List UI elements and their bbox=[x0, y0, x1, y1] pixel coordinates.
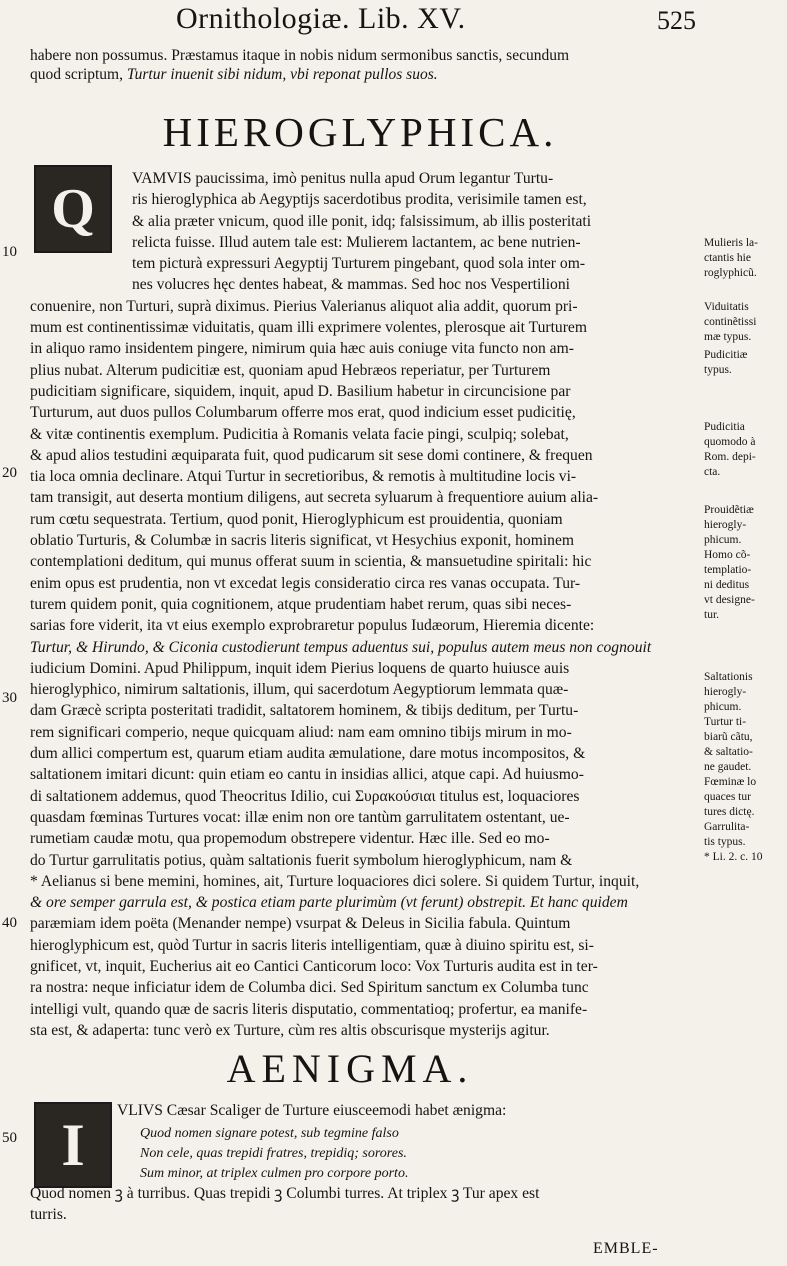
decorated-initial-i: I bbox=[34, 1102, 112, 1188]
text-line: & apud alios testudini æquiparata fuit, quod pudicarum sit sese domi continere, & frequen bbox=[30, 446, 593, 464]
decorated-initial-q: Q bbox=[34, 165, 112, 253]
margin-note-line: templatio- bbox=[704, 564, 752, 576]
margin-note bbox=[704, 236, 784, 281]
line-number: 30 bbox=[2, 690, 17, 706]
margin-note-line: Prouidẽtiæ bbox=[704, 504, 754, 516]
margin-note bbox=[704, 503, 784, 623]
text-line: ra nostra: neque inficiatur idem de Columba dici. Sed Spiritum sanctum ex Columba tunc bbox=[30, 979, 589, 997]
margin-note-line: cta. bbox=[704, 466, 721, 478]
text-line: * Aelianus si bene memini, homines, ait, Turture loquaciores dici solere. Si quidem Turtur, inquit, bbox=[30, 872, 640, 890]
text-line: sarias fore viderit, ita vt eius exemplo exprobraretur populus Iudæorum, Hieremia dicente: bbox=[30, 617, 595, 635]
text-line: quasdam fœminas Turtures vocat: illæ enim non ore tantùm garrulitatem ostentant, ue- bbox=[30, 808, 570, 826]
text-line: nes volucres hęc dentes habeat, & mammas. Sed hoc nos Vespertilioni bbox=[132, 276, 570, 294]
verse-line: Sum minor, at triplex culmen pro corpore porto. bbox=[140, 1166, 409, 1181]
margin-note bbox=[704, 670, 784, 865]
text-line: rem significari comperio, neque quicquam aliud: nam eam omnino tibijs mirum in mo- bbox=[30, 723, 572, 741]
margin-note-line: Mulieris la- bbox=[704, 237, 758, 249]
text-line: iudicium Domini. Apud Philippum, inquit idem Pierius loquens de quarto huiusce auis bbox=[30, 659, 570, 677]
intro-quote: Turtur inuenit sibi nidum, vbi reponat pullos suos. bbox=[126, 66, 438, 83]
margin-note bbox=[704, 420, 784, 480]
text-line: Turturum, aut duos pullos Columbarum offerre mos erat, quod indicium esset pudicitię, bbox=[30, 404, 576, 422]
margin-note-line: Rom. depi- bbox=[704, 451, 756, 463]
text-line: rumetiam caudæ motu, qua propemodum obstrepere videntur. Hæc ille. Sed eo mo- bbox=[30, 830, 550, 848]
margin-note-line: ne gaudet. bbox=[704, 761, 752, 773]
page-number: 525 bbox=[657, 6, 696, 35]
text-line: rum cœtu sequestrata. Tertium, quod ponit, Hieroglyphicum est prouidentia, quoniam bbox=[30, 510, 563, 528]
running-head bbox=[0, 2, 787, 40]
text-line: Quod nomen ꝫ à turribus. Quas trepidi ꝫ Columbi turres. At triplex ꝫ Tur apex est bbox=[30, 1185, 540, 1202]
text-line: & alia præter vnicum, quod ille ponit, idq; falsissimum, ab illis posteritati bbox=[132, 212, 592, 230]
margin-note-line: tis typus. bbox=[704, 836, 746, 848]
section-heading-aenigma: AENIGMA. bbox=[226, 1046, 474, 1091]
margin-note-line: quaces tur bbox=[704, 791, 751, 803]
text-line: plius nubat. Alterum pudicitiæ est, quoniam apud Hebræos reperiatur, per Turturem bbox=[30, 361, 551, 379]
verse-line: Quod nomen signare potest, sub tegmine falso bbox=[140, 1126, 399, 1141]
text-line: turem quidem ponit, quia cognitionem, atque prudentiam habet rerum, quas sibi neces- bbox=[30, 595, 572, 613]
text-line: intelligi vult, quando quæ de sacris literis disputatio, commentatioq; profertur, ea manife- bbox=[30, 1000, 588, 1018]
text-line: enim opus est prudentia, non vt excedat legis consideratio circa res vanas occupata. Tur- bbox=[30, 574, 581, 592]
section-heading-hieroglyphica: HIEROGLYPHICA. bbox=[162, 109, 558, 155]
margin-note-line: vt designe- bbox=[704, 594, 755, 606]
intro-line-1: habere non possumus. Præstamus itaque in nobis nidum sermonibus sanctis, secundum bbox=[30, 47, 570, 64]
text-line: conuenire, non Turturi, suprà diximus. Pierius Valerianus aliquot alia addit, quorum pri- bbox=[30, 297, 578, 315]
margin-note-line: & saltatio- bbox=[704, 746, 753, 758]
line-number: 20 bbox=[2, 465, 17, 481]
margin-note-line: roglyphicũ. bbox=[704, 267, 757, 279]
margin-note-line: continẽtissi bbox=[704, 316, 757, 328]
running-title: Ornithologiæ. Lib. XV. bbox=[176, 2, 466, 35]
intro-line-2 bbox=[30, 65, 720, 84]
line-number: 40 bbox=[2, 915, 17, 931]
margin-note-line: tures dictę. bbox=[704, 806, 755, 818]
margin-note-line: * Li. 2. c. 10 bbox=[704, 851, 763, 863]
intro-text: quod scriptum, bbox=[30, 66, 123, 83]
text-line: hieroglyphicum est, quòd Turtur in sacris literis intelligentiam, quæ à diuino spiritu est, si- bbox=[30, 936, 594, 954]
margin-note-line: hierogly- bbox=[704, 686, 747, 698]
text-line: mum est continentissimæ viduitatis, quam illi exprimere volentes, plerosque ait Turturem bbox=[30, 319, 587, 337]
catchword: EMBLE- bbox=[593, 1240, 659, 1257]
margin-note-line: Pudicitiæ bbox=[704, 349, 748, 361]
margin-note-line: quomodo à bbox=[704, 436, 756, 448]
text-line: ris hieroglyphica ab Aegyptijs sacerdotibus prodita, verisimile tamen est, bbox=[132, 191, 587, 209]
text-line: gnificet, vt, inquit, Eucherius ait eo Cantici Canticorum loco: Vox Turturis audita est in ter- bbox=[30, 957, 598, 975]
text-line: pudicitiam significare, siquidem, inquit, apud D. Basilium habetur in circuncisione par bbox=[30, 382, 571, 400]
text-line: dum allici compertum est, quarum etiam audita æmulatione, dare motus incompositos, & bbox=[30, 745, 586, 763]
margin-note-line: Saltationis bbox=[704, 671, 753, 683]
text-line: paræmiam idem poëta (Menander nempe) vsurpat & Deleus in Sicilia fabula. Quintum bbox=[30, 915, 571, 933]
text-line: & ore semper garrula est, & postica etiam parte plurimùm (vt ferunt) obstrepit. Et hanc quidem bbox=[30, 894, 628, 912]
margin-note-line: hierogly- bbox=[704, 519, 747, 531]
margin-note bbox=[704, 300, 784, 345]
text-line: di saltationem addemus, quod Theocritus Idilio, cui Συρακούσιαι titulus est, loquaciores bbox=[30, 787, 580, 805]
margin-note-line: typus. bbox=[704, 364, 732, 376]
text-line: tam transigit, aut deserta montium diligens, aut secreta syluarum à frequentiore auium alia- bbox=[30, 489, 599, 507]
text-line: in aliquo ramo insidentem pingere, nimirum quia hæc auis coniuge vita functo non am- bbox=[30, 340, 574, 358]
text-line: relicta fuisse. Illud autem tale est: Mulierem lactantem, ac bene nutrien- bbox=[132, 233, 581, 251]
verse-line: Non cele, quas trepidi fratres, trepidiq; sorores. bbox=[140, 1146, 407, 1161]
text-line: saltationem imitari dicunt: quin etiam eo cantu in insidias allici, atque capi. Ad huiusmo- bbox=[30, 766, 584, 784]
margin-note-line: phicum. bbox=[704, 701, 742, 713]
text-line: tia loca omnia declinare. Atqui Turtur in secretioribus, & remotis à multitudine locis vi- bbox=[30, 468, 577, 486]
margin-note-line: biarũ cãtu, bbox=[704, 731, 753, 743]
margin-note-line: ctantis hie bbox=[704, 252, 751, 264]
text-line: VAMVIS paucissima, imò penitus nulla apud Orum legantur Turtu- bbox=[132, 170, 554, 187]
margin-note-line: phicum. bbox=[704, 534, 742, 546]
hieroglyphica-body bbox=[30, 168, 700, 1041]
intro-paragraph bbox=[30, 46, 720, 84]
margin-note-line: tur. bbox=[704, 609, 720, 621]
text-line: tem picturà expressuri Aegyptij Turturem pingebant, quod sola inter om- bbox=[132, 255, 586, 273]
margin-note-line: Fœminæ lo bbox=[704, 776, 757, 788]
margin-note bbox=[704, 348, 784, 378]
aenigma-solution bbox=[30, 1183, 700, 1226]
text-line: Turtur, & Hirundo, & Ciconia custodierunt tempus aduentus sui, populus autem meus non cognouit bbox=[30, 638, 652, 656]
margin-note-line: ni deditus bbox=[704, 579, 750, 591]
aenigma-intro bbox=[117, 1100, 717, 1121]
text-line: contemplationi deditum, qui munus offerat suum in scientia, & mansuetudine spiritali: hic bbox=[30, 553, 592, 571]
margin-note-line: mæ typus. bbox=[704, 331, 752, 343]
margin-note-line: Pudicitia bbox=[704, 421, 745, 433]
text-line: turris. bbox=[30, 1206, 67, 1224]
text-line: dam Græcè scripta posteritati tradidit, saltatorem hominem, & tibijs deditum, per Turtu- bbox=[30, 702, 579, 720]
margin-note-line: Homo cõ- bbox=[704, 549, 751, 561]
margin-note-line: Turtur ti- bbox=[704, 716, 747, 728]
aenigma-verse bbox=[140, 1124, 408, 1184]
margin-note-line: Garrulita- bbox=[704, 821, 750, 833]
line-number: 50 bbox=[2, 1130, 17, 1146]
text-line: hieroglyphico, nimirum saltationis, illum, qui sacerdotum Aegyptiorum lemmata quæ- bbox=[30, 681, 569, 699]
margin-note-line: Viduitatis bbox=[704, 301, 749, 313]
line-number: 10 bbox=[2, 244, 17, 260]
text-line: oblatio Turturis, & Columbæ in sacris literis significat, vt Hesychius exponit, hominem bbox=[30, 532, 575, 550]
text-line: VLIVS Cæsar Scaliger de Turture eiusceemodi habet ænigma: bbox=[117, 1102, 507, 1119]
text-line: sta est, & adaperta: tunc verò ex Turture, cùm res altis obscurisque mysterijs agitur. bbox=[30, 1021, 550, 1039]
text-line: & vitæ continentis exemplum. Pudicitia à Romanis velata facie pingi, sculpiq; solebat, bbox=[30, 425, 569, 443]
text-line: do Turtur garrulitatis potius, quàm saltationis fuerit symbolum hieroglyphicum, nam & bbox=[30, 851, 573, 869]
